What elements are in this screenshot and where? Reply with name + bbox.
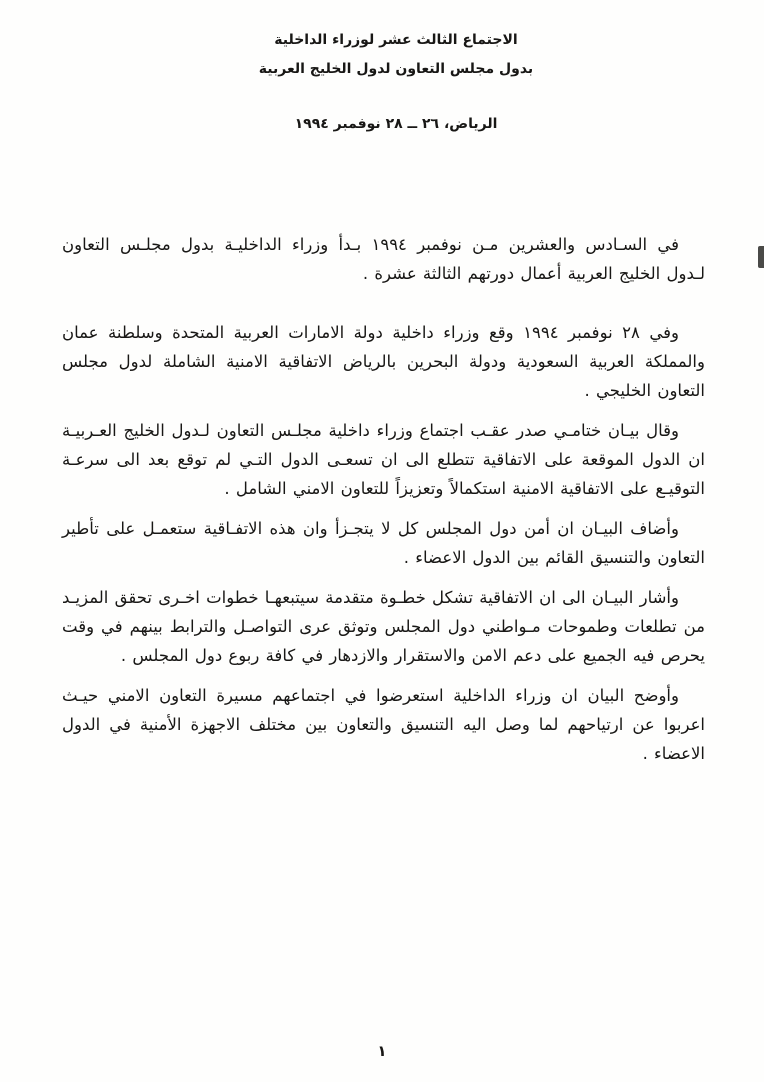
paragraph-5: وأشار البيـان الى ان الاتفاقية تشكل خطـوة متقدمة سيتبعهـا خطوات اخـرى تحقق المزيـد من تطلعات وطموحات مـواطني دول المجلس وتوثق عرى التواصـل والترابط بينهم في وقت يحرص فيه الجميع على دعم الامن والاستقرار والازدهار في كافة ربوع دول المجلس .	[62, 588, 705, 665]
paragraph-1: في السـادس والعشرين مـن نوفمبر ١٩٩٤ بـدأ وزراء الداخليـة بدول مجلـس التعاون لـدول الخليج العربية أعمال دورتهم الثالثة عشرة .	[62, 235, 705, 283]
document-header	[0, 0, 764, 132]
document-title-line-2: بدول مجلس التعاون لدول الخليج العربية	[258, 61, 534, 77]
paragraph-2: وفي ٢٨ نوفمبر ١٩٩٤ وقع وزراء داخلية دولة الامارات العربية المتحدة وسلطنة عمان والمملكة العربية السعودية ودولة البحرين بالرياض الاتفاقية الامنية الشاملة لدول مجلس التعاون الخليجي .	[62, 323, 705, 400]
scan-artifact	[758, 246, 764, 268]
paragraph-6: وأوضح البيان ان وزراء الداخلية استعرضوا في اجتماعهم مسيرة التعاون الامني حيـث اعربوا عن ارتياحهم لما وصل اليه التنسيق والتعاون بين مختلف الاجهزة الأمنية في الدول الاعضاء .	[62, 686, 705, 763]
document-title-line-1: الاجتماع الثالث عشر لوزراء الداخلية	[274, 32, 518, 48]
paragraph-3: وقال بيـان ختامـي صدر عقـب اجتماع وزراء داخلية مجلـس التعاون لـدول الخليج العـربيـة ان الدول الموقعة على الاتفاقية تتطلع الى ان تسعـى الدول التـي لم توقع بعد الى سرعـة التوقيـع على الاتفاقية الامنية استكمالاً وتعزيزاً للتعاون الامني الشامل .	[62, 421, 705, 498]
document-body	[62, 230, 705, 768]
document-date-line: الرياض، ٢٦ ــ ٢٨ نوفمبر ١٩٩٤	[294, 116, 498, 132]
page-number: ١	[377, 1042, 387, 1060]
paragraph-4: وأضاف البيـان ان أمن دول المجلس كل لا يتجـزأ وان هذه الاتفـاقية ستعمـل على تأطير التعاون والتنسيق القائم بين الدول الاعضاء .	[62, 519, 705, 567]
page-footer	[0, 1042, 764, 1060]
